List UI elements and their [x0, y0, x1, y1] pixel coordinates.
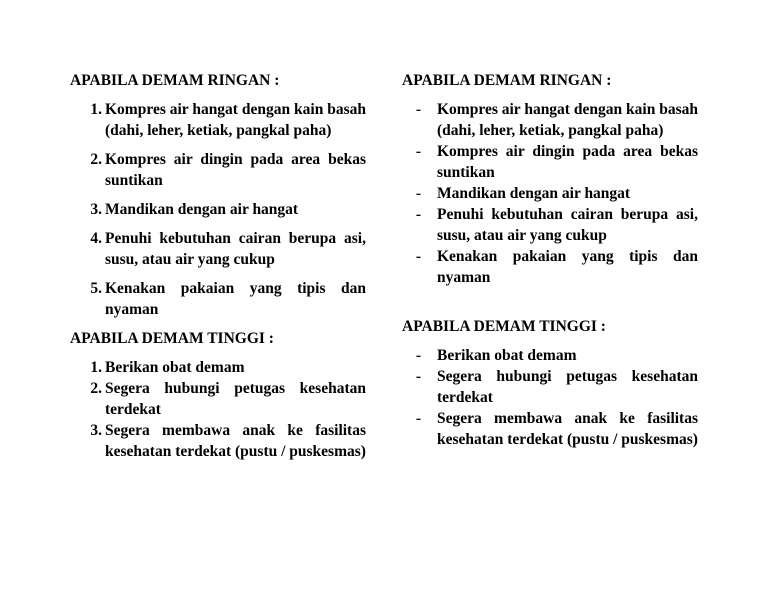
- list-marker: -: [415, 185, 421, 202]
- list-item-text: Kenakan pakaian yang tipis dan nyaman: [437, 248, 698, 286]
- list-item: [70, 228, 366, 270]
- list-item: [70, 357, 366, 378]
- list-item: [402, 204, 698, 246]
- list-item-text: Segera hubungi petugas kesehatan terdekat: [105, 380, 366, 418]
- list-marker: -: [415, 248, 421, 265]
- list-item: [402, 345, 698, 366]
- list-marker: -: [415, 143, 421, 160]
- list-marker: 2.: [90, 380, 102, 397]
- list-marker: 2.: [90, 151, 102, 168]
- list-item-text: Segera hubungi petugas kesehatan terdekat: [437, 368, 698, 406]
- list-demam-ringan-right: [402, 99, 698, 288]
- list-item-text: Berikan obat demam: [437, 347, 577, 364]
- list-item-text: Berikan obat demam: [105, 359, 245, 376]
- list-item-text: Penuhi kebutuhan cairan berupa asi, susu, atau air yang cukup: [105, 230, 366, 268]
- list-item: [402, 408, 698, 450]
- list-item-text: Penuhi kebutuhan cairan berupa asi, susu, atau air yang cukup: [437, 206, 698, 244]
- list-marker: 3.: [90, 422, 102, 439]
- list-item: [70, 278, 366, 320]
- list-item-text: Mandikan dengan air hangat: [105, 201, 299, 218]
- list-item: [402, 246, 698, 288]
- list-item-text: Segera membawa anak ke fasilitas kesehatan terdekat (pustu / puskesmas): [105, 422, 366, 460]
- list-item-text: Kompres air hangat dengan kain basah (dahi, leher, ketiak, pangkal paha): [105, 101, 366, 139]
- list-marker: -: [415, 368, 421, 385]
- list-item: [70, 420, 366, 462]
- heading-demam-ringan-right: APABILA DEMAM RINGAN :: [402, 72, 612, 89]
- list-marker: 1.: [90, 101, 102, 118]
- list-item: [402, 141, 698, 183]
- heading-demam-ringan-left: APABILA DEMAM RINGAN :: [70, 72, 280, 89]
- list-marker: 4.: [90, 230, 102, 247]
- list-item-text: Mandikan dengan air hangat: [437, 185, 631, 202]
- list-item: [70, 378, 366, 420]
- list-marker: -: [415, 101, 421, 118]
- list-item-text: Kenakan pakaian yang tipis dan nyaman: [105, 280, 366, 318]
- left-column: [70, 70, 366, 462]
- list-item: [402, 183, 698, 204]
- list-marker: -: [415, 206, 421, 223]
- list-item: [402, 99, 698, 141]
- list-item: [70, 99, 366, 141]
- list-marker: 1.: [90, 359, 102, 376]
- list-item: [70, 199, 366, 220]
- list-item-text: Segera membawa anak ke fasilitas kesehatan terdekat (pustu / puskesmas): [437, 410, 698, 448]
- list-demam-tinggi-left: [70, 357, 366, 462]
- list-item: [70, 149, 366, 191]
- list-marker: -: [415, 347, 421, 364]
- list-demam-tinggi-right: [402, 345, 698, 450]
- list-marker: -: [415, 410, 421, 427]
- list-item-text: Kompres air dingin pada area bekas suntikan: [105, 151, 366, 189]
- list-marker: 5.: [90, 280, 102, 297]
- list-item-text: Kompres air dingin pada area bekas suntikan: [437, 143, 698, 181]
- list-marker: 3.: [90, 201, 102, 218]
- heading-demam-tinggi-left: APABILA DEMAM TINGGI :: [70, 330, 274, 347]
- list-item-text: Kompres air hangat dengan kain basah (dahi, leher, ketiak, pangkal paha): [437, 101, 698, 139]
- right-column: [402, 70, 698, 450]
- list-demam-ringan-left: [70, 99, 366, 320]
- heading-demam-tinggi-right: APABILA DEMAM TINGGI :: [402, 318, 606, 335]
- list-item: [402, 366, 698, 408]
